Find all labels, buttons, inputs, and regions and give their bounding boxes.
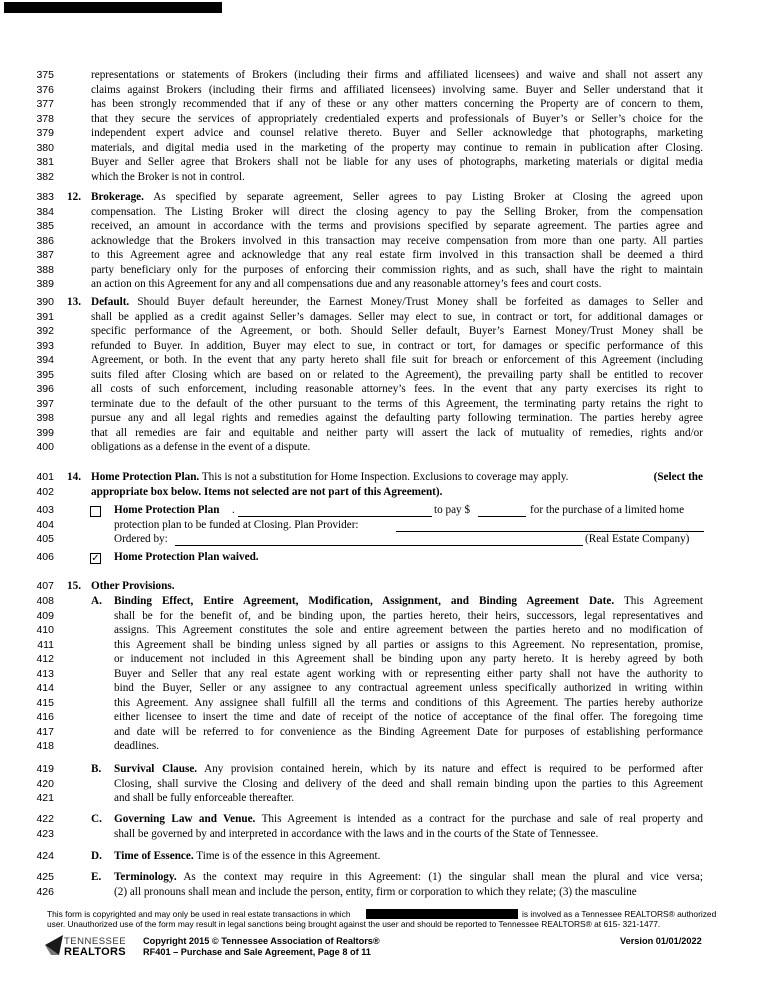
section-heading: Home Protection Plan. <box>91 471 200 483</box>
text-line <box>114 667 703 682</box>
text-line <box>114 762 703 777</box>
section-number: 15. <box>67 580 81 592</box>
line-number: 403 <box>36 504 54 516</box>
section-note-cont: appropriate box below. Items not selected are not part of this Agreement). <box>91 486 443 498</box>
text-line <box>91 170 703 185</box>
text-line <box>91 382 703 397</box>
line-text: deadlines. <box>114 740 160 752</box>
line-number: 411 <box>37 638 54 651</box>
home-protection-waived-checkbox[interactable]: ✓ <box>91 553 100 564</box>
subsection-heading: Time of Essence. <box>114 850 194 862</box>
footer-version: Version 01/01/2022 <box>620 936 702 946</box>
line-text: Buyer and Seller agree that Brokers shall not be liable for any uses of photographs, marketing materials or digital media <box>91 156 703 168</box>
subsection-heading: Terminology. <box>114 871 177 883</box>
line-number: 376 <box>36 83 54 96</box>
line-text: or inducement not included in this Agreement shall be binding upon any party hereto. It is hereby agreed by both <box>114 653 703 665</box>
home-protection-waived-label: Home Protection Plan waived. <box>114 551 259 563</box>
line-text: pursue any and all legal rights and remedies against the defaulting party following termination. The parties hereby agree <box>91 412 703 424</box>
line-text: and date will be referred to for convenience as the Binding Agreement Date for purposes of establishing performance <box>114 725 703 738</box>
line-text: claims against Brokers (including their firms and affiliated licensees) involving same. Buyer and Seller understand that it <box>91 83 703 96</box>
line-number: 401 <box>36 471 54 483</box>
plan-blank[interactable] <box>238 516 432 517</box>
line-number: 380 <box>36 141 54 154</box>
line-number: 407 <box>36 580 54 592</box>
text-line <box>91 310 703 325</box>
line-text: This Agreement is intended as a contract for the purchase and sale of real property and <box>261 813 703 825</box>
text-line <box>91 295 703 310</box>
text-line <box>114 594 703 609</box>
text-line <box>91 277 703 292</box>
footer-copyright: Copyright 2015 © Tennessee Association of Realtors® <box>143 936 380 946</box>
line-number: 378 <box>36 112 54 125</box>
line-text: that they secure the services of appropriately credentialed experts and professionals of Buyer’s or Seller’s choice for the <box>91 112 703 125</box>
text-line <box>114 623 703 638</box>
realtors-logo-icon <box>45 935 63 955</box>
line-text: As the context may require in this Agreement: (1) the singular shall mean the plural and vice versa; <box>183 871 703 883</box>
logo-text-top: TENNESSEE <box>64 936 127 947</box>
text-line <box>91 190 703 205</box>
line-text: suits filed after Closing which are based on or related to the Agreement), the prevailing party shall be entitled to recover <box>91 368 703 381</box>
section-heading: Default. <box>91 296 130 308</box>
text-line <box>114 885 703 900</box>
line-text: all costs of such enforcement, including reasonable attorney’s fees. In the event that any party exercises its right to <box>91 383 703 395</box>
line-number: 413 <box>36 667 54 680</box>
text-line <box>91 97 703 112</box>
line-text: this Agreement shall be binding unless signed by all parties or assigns to this Agreement. No representation, promise, <box>114 638 703 651</box>
line-text: (2) all pronouns shall mean and include the person, entity, firm or corporation to which they relate; (3) the masculine <box>114 885 637 898</box>
line-text: materials, and digital media used in the marketing of the property may continue to remain in publication after Closing. <box>91 141 703 154</box>
line-number: 419 <box>36 763 54 775</box>
text-line <box>114 827 703 842</box>
text-line <box>91 248 703 263</box>
text-line <box>114 681 703 696</box>
line-number: 400 <box>36 441 54 453</box>
line-number: 379 <box>36 127 54 139</box>
period: . <box>232 504 235 516</box>
section-heading: Other Provisions. <box>91 580 175 592</box>
line-number: 395 <box>36 368 54 381</box>
line-text: Time is of the essence in this Agreement. <box>196 850 381 862</box>
section-number: 14. <box>67 471 81 483</box>
text-line <box>91 112 703 127</box>
subsection-letter: B. <box>91 763 102 775</box>
line-text: shall be governed by and interpreted in accordance with the laws and in the courts of the State of Tennessee. <box>114 827 599 840</box>
text-line <box>91 324 703 339</box>
text-line <box>114 710 703 725</box>
line-text: This Agreement <box>623 595 703 607</box>
text-line <box>91 353 703 368</box>
line-text: refunded to Buyer. In addition, Buyer may elect to sue, in contract or tort, for damages or specific performance of this <box>91 339 703 352</box>
ordered-by-field[interactable] <box>175 545 583 546</box>
text-line <box>91 411 703 426</box>
line-number: 414 <box>36 682 54 694</box>
line-number: 406 <box>36 551 54 563</box>
footer-line-1b: is involved as a Tennessee REALTORS® authorized <box>522 909 717 919</box>
line-number: 425 <box>36 871 54 883</box>
line-number: 377 <box>36 98 54 110</box>
section-number: 13. <box>67 296 81 308</box>
footer-line-2: user. Unauthorized use of the form may result in legal sanctions being brought against the user and should be reported to Tennessee REALTORS® at 615- 321-1477. <box>47 919 661 929</box>
text-line <box>114 696 703 711</box>
logo-text-bottom: REALTORS <box>64 946 126 958</box>
line-number: 416 <box>36 711 54 723</box>
line-number: 384 <box>36 205 54 218</box>
line-text: and shall be fully enforceable thereafter. <box>114 792 295 804</box>
line-number: 388 <box>36 263 54 276</box>
line-number: 396 <box>36 383 54 395</box>
text-line <box>91 141 703 156</box>
line-number: 418 <box>36 740 54 752</box>
line-number: 391 <box>36 310 54 323</box>
line-text: party beneficiary only for the purposes of enforcing their commission rights, and as such, shall have the right to maintain <box>91 263 703 276</box>
text-line <box>114 739 703 754</box>
line-number: 412 <box>36 653 54 665</box>
line-text: Closing, shall survive the Closing and delivery of the deed and shall remain binding upon the parties to this Agreement <box>114 777 703 790</box>
line-number: 415 <box>36 696 54 709</box>
line-number: 421 <box>36 792 54 804</box>
line-text: bind the Buyer, Seller or any assignee to any contractual agreement unless specifically authorized in writing within <box>114 682 703 694</box>
line-text: compensation. The Listing Broker will direct the closing agency to pay the Selling Broker, from the compensation <box>91 205 703 218</box>
line-text: shall be applied as a credit against Seller’s damages. Seller may elect to sue, in contract or tort, for additional damages or <box>91 310 703 323</box>
line-text: that all remedies are fair and equitable and neither party will assert the lack of mutuality of remedies, rights and/or <box>91 426 703 439</box>
ordered-by-label: Ordered by: <box>114 533 168 545</box>
line-text: representations or statements of Brokers (including their firms and affiliated licensees) and waive and shall not assert any <box>91 69 703 81</box>
line-text: which the Broker is not in control. <box>91 170 245 183</box>
line-text: this Agreement. Any assignee shall fulfill all the terms and conditions of this Agreement. The parties hereby authorize <box>114 696 703 709</box>
section-note: (Select the <box>653 471 703 483</box>
line-number: 399 <box>36 426 54 439</box>
line-text: As specified by separate agreement, Seller agrees to pay Listing Broker at Closing the agreed upon <box>153 191 703 203</box>
line-text: acknowledge that the Brokers involved in this transaction may receive compensation from more than one party. All parties <box>91 234 703 247</box>
line-text: Agreement, or both. In the event that any party hereto shall file suit for breach or enforcement of this Agreement (including <box>91 354 703 366</box>
text-line <box>91 234 703 249</box>
subsection-letter: C. <box>91 813 102 825</box>
line-text: specific performance of the Agreement, or both. Should Seller default, Buyer’s Earnest Money/Trust Money shall be <box>91 325 703 337</box>
line-number: 402 <box>36 486 54 498</box>
line-number: 392 <box>36 325 54 337</box>
footer-line-1a: This form is copyrighted and may only be used in real estate transactions in which <box>47 909 351 919</box>
line-number: 424 <box>36 850 54 862</box>
text-line <box>114 812 703 827</box>
line-number: 405 <box>36 533 54 545</box>
line-number: 382 <box>36 170 54 183</box>
real-estate-company-label: (Real Estate Company) <box>585 533 690 545</box>
subsection-letter: D. <box>91 850 102 862</box>
text-line <box>114 849 703 864</box>
redaction-bar-top <box>4 2 222 13</box>
line-number: 387 <box>36 249 54 261</box>
line-text: shall be for the benefit of, and be binding upon, the parties hereto, their heirs, successors, legal representatives and <box>114 609 703 622</box>
line-number: 426 <box>36 885 54 898</box>
text-line <box>91 263 703 278</box>
text-line <box>91 339 703 354</box>
line-text: Should Buyer default hereunder, the Earnest Money/Trust Money shall be forfeited as damages to Seller and <box>137 296 703 308</box>
text-line <box>91 155 703 170</box>
line-text: terminate due to the default of the other pursuant to the terms of this Agreement, the terminating party retains the right to <box>91 397 703 410</box>
subsection-letter: A. <box>91 595 102 607</box>
subsection-heading: Survival Clause. <box>114 763 198 775</box>
to-pay-label: to pay $ <box>434 504 471 516</box>
amount-blank[interactable] <box>478 516 526 517</box>
line-text: either licensee to insert the time and date of receipt of the notice of acceptance of the final offer. The foregoing time <box>114 711 703 723</box>
purchase-text: for the purchase of a limited home <box>530 504 685 516</box>
line-number: 397 <box>36 397 54 410</box>
line-text: an action on this Agreement for any and all compensations due and any reasonable attorney’s fees and court costs. <box>91 278 602 290</box>
text-line <box>114 609 703 624</box>
line-text: to this Agreement agree and acknowledge that any real estate firm involved in this transaction shall be deemed a third <box>91 249 703 261</box>
line-number: 385 <box>36 220 54 232</box>
line-text: has been strongly recommended that if any of these or any other matters concerning the Property are of concern to them, <box>91 98 703 110</box>
line-number: 393 <box>36 339 54 352</box>
line-number: 386 <box>36 234 54 247</box>
section-number: 12. <box>67 191 81 203</box>
text-line <box>91 440 703 455</box>
line-number: 389 <box>36 278 54 290</box>
text-line <box>114 652 703 667</box>
line-text: obligations as a defense in the event of a dispute. <box>91 441 311 453</box>
text-line <box>114 725 703 740</box>
text-line <box>114 777 703 792</box>
line-number: 398 <box>36 412 54 424</box>
subsection-heading: Binding Effect, Entire Agreement, Modification, Assignment, and Binding Agreement Date. <box>114 595 615 607</box>
subsection-letter: E. <box>91 871 102 883</box>
line-number: 420 <box>36 777 54 790</box>
line-number: 423 <box>36 827 54 840</box>
line-number: 409 <box>36 609 54 622</box>
section-heading: Brokerage. <box>91 191 144 203</box>
line-number: 417 <box>36 725 54 738</box>
home-protection-plan-label: Home Protection Plan <box>114 504 220 516</box>
text-line <box>91 126 703 141</box>
line-number: 381 <box>36 156 54 168</box>
line-text: independent expert advice and counsel relative thereto. Buyer and Seller acknowledge that photographs, marketing <box>91 127 703 139</box>
redaction-bar-footer <box>366 909 518 919</box>
line-number: 410 <box>36 624 54 636</box>
line-number: 408 <box>36 595 54 607</box>
line-text: assigns. This Agreement constitutes the sole and entire agreement between the parties hereto and no modification of <box>114 624 703 636</box>
text-line <box>91 83 703 98</box>
text-line <box>91 219 703 234</box>
text-line <box>91 205 703 220</box>
line-number: 383 <box>36 191 54 203</box>
text-line <box>114 791 703 806</box>
line-text: Buyer and Seller that any real estate agent working with or representing either party shall not have the authority to <box>114 667 703 680</box>
line-number: 422 <box>36 813 54 825</box>
line-number: 394 <box>36 354 54 366</box>
line-number: 404 <box>36 519 54 531</box>
text-line <box>91 426 703 441</box>
line-text: received, an amount in accordance with the terms and provisions specified by separate agreement. The parties agree and <box>91 220 703 232</box>
protection-plan-text: protection plan to be funded at Closing. Plan Provider: <box>114 519 359 531</box>
subsection-heading: Governing Law and Venue. <box>114 813 256 825</box>
home-protection-plan-checkbox[interactable] <box>90 506 101 517</box>
line-number: 375 <box>36 69 54 81</box>
text-line <box>91 397 703 412</box>
line-text: Any provision contained herein, which by its nature and effect is required to be performed after <box>204 763 703 775</box>
text-line <box>114 638 703 653</box>
section-intro: This is not a substitution for Home Inspection. Exclusions to coverage may apply. <box>201 471 569 483</box>
text-line <box>91 68 703 83</box>
text-line <box>91 368 703 383</box>
text-line <box>114 870 703 885</box>
line-number: 390 <box>36 296 54 308</box>
footer-form-title: RF401 – Purchase and Sale Agreement, Page 8 of 11 <box>143 947 371 957</box>
